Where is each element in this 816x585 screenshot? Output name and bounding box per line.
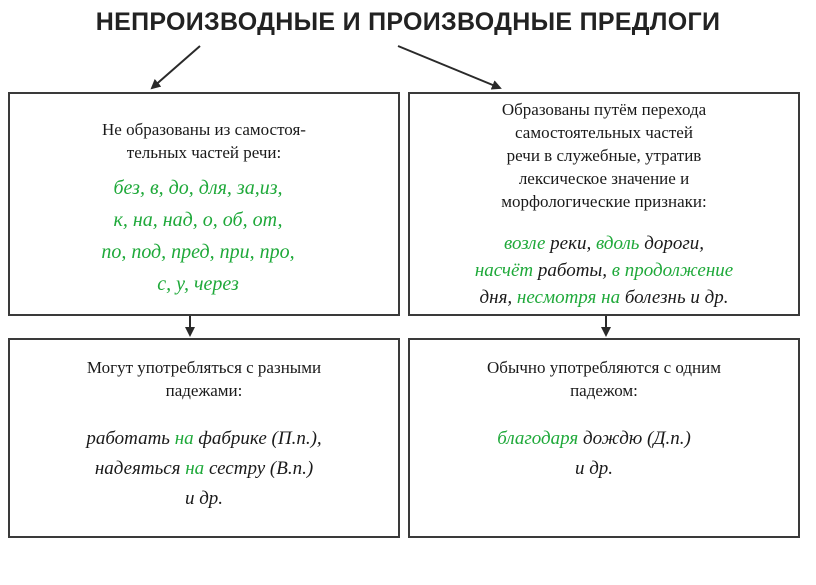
page-title: НЕПРОИЗВОДНЫЕ И ПРОИЗВОДНЫЕ ПРЕДЛОГИ xyxy=(95,8,721,36)
example-line: с, у, через xyxy=(157,273,239,295)
derived-description: Образованы путём перехода самостоятельных частей речи в служебные, утратив лексическое значение и морфологические признаки: xyxy=(501,100,707,211)
non-derived-usage-examples xyxy=(10,424,398,514)
example-line: без, в, до, для, за,из, xyxy=(113,177,283,199)
example-line: работать на фабрике (П.п.), xyxy=(86,428,322,449)
non-derived-description: Не образованы из самостоя- тельных частей речи: xyxy=(102,120,306,162)
arrow-title-to-right xyxy=(398,46,500,88)
example-line: к, на, над, о, об, от, xyxy=(113,209,283,231)
example-line: надеяться на сестру (В.п.) xyxy=(94,458,314,479)
derived-usage-examples xyxy=(400,424,788,484)
example-line: благодаря дождю (Д.п.) xyxy=(497,428,691,449)
non-derived-box xyxy=(8,92,400,316)
example-line: и др. xyxy=(574,458,614,479)
example-line: и др. xyxy=(184,488,224,509)
example-line: насчёт работы, в продолжение xyxy=(474,260,734,281)
derived-examples xyxy=(410,230,798,311)
derived-box xyxy=(408,92,800,316)
example-line: возле реки, вдоль дороги, xyxy=(504,233,704,254)
non-derived-examples xyxy=(4,172,392,300)
arrow-title-to-left xyxy=(152,46,200,88)
derived-usage-box xyxy=(408,338,800,538)
example-line: по, под, пред, при, про, xyxy=(101,241,295,263)
example-line: дня, несмотря на болезнь и др. xyxy=(479,287,729,308)
non-derived-usage: Могут употребляться с разными падежами: xyxy=(86,358,322,400)
derived-usage: Обычно употребляются с одним падежом: xyxy=(487,358,721,400)
non-derived-usage-box xyxy=(8,338,400,538)
